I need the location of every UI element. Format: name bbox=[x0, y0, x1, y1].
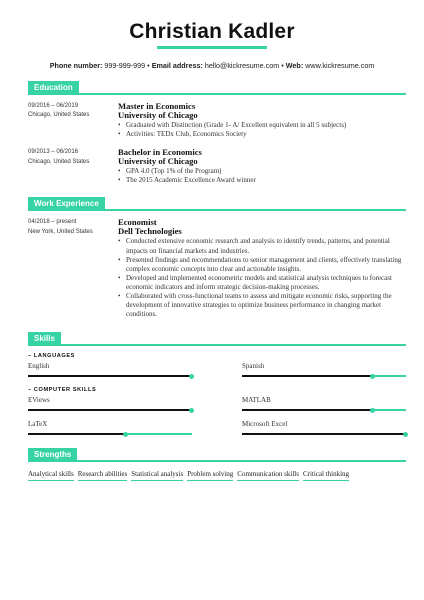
name-underline bbox=[157, 46, 267, 49]
email-label: Email address: bbox=[151, 61, 203, 70]
skill-item bbox=[242, 362, 406, 377]
skill-bar-remainder bbox=[373, 409, 406, 411]
skill-level-bar bbox=[28, 433, 192, 435]
experience-section bbox=[28, 197, 406, 319]
skill-item bbox=[28, 362, 192, 377]
section-header bbox=[28, 448, 406, 462]
skill-bar-remainder bbox=[373, 375, 406, 377]
entry-meta bbox=[28, 218, 118, 319]
bullet-item: • Developed and implemented econometric models and statistical analysis techniques to forecast economic indicators and inform strategic decision-making processes. bbox=[118, 274, 406, 292]
strengths-section bbox=[28, 448, 406, 487]
entry-dates: 09/2013 – 06/2016 bbox=[28, 149, 79, 156]
skill-row bbox=[28, 362, 406, 377]
strength-tag: Research abilities bbox=[78, 470, 128, 481]
skill-level-dot bbox=[123, 432, 128, 437]
skill-item bbox=[242, 396, 406, 411]
skill-level-dot bbox=[189, 408, 194, 413]
phone-value: 999-999-999 bbox=[104, 61, 146, 70]
contact-separator: • bbox=[281, 61, 284, 70]
web-value[interactable]: www.kickresume.com bbox=[305, 61, 375, 70]
entry-body bbox=[118, 148, 406, 185]
skill-row bbox=[28, 420, 406, 435]
strength-tag: Problem solving bbox=[187, 470, 233, 481]
section-rule bbox=[28, 344, 406, 346]
skill-name: Microsoft Excel bbox=[242, 420, 288, 429]
section-header bbox=[28, 197, 406, 211]
section-rule bbox=[28, 93, 406, 95]
skill-level-dot bbox=[370, 374, 375, 379]
email-value[interactable]: hello@kickresume.com bbox=[204, 61, 280, 70]
section-title: Education bbox=[28, 81, 79, 94]
entry-location: Chicago, United States bbox=[28, 158, 90, 165]
section-title: Skills bbox=[28, 332, 61, 345]
bullet-list bbox=[118, 237, 406, 319]
strength-tag: Communication skills bbox=[237, 470, 299, 481]
resume-header bbox=[0, 0, 424, 70]
entry-body bbox=[118, 102, 406, 139]
degree-title: Master in Economics bbox=[118, 101, 196, 111]
school-name: University of Chicago bbox=[118, 110, 198, 121]
strength-tag: Statistical analysis bbox=[131, 470, 183, 481]
experience-entry bbox=[28, 218, 406, 319]
skill-level-bar bbox=[242, 375, 406, 377]
entry-meta bbox=[28, 148, 118, 185]
skill-bar-remainder bbox=[126, 433, 192, 435]
contact-line bbox=[0, 61, 424, 70]
skill-level-dot bbox=[370, 408, 375, 413]
bullet-list bbox=[118, 121, 406, 139]
bullet-item: • Presented findings and recommendations to senior management and clients, effectively translating complex economic concepts into clear and actionable insights. bbox=[118, 256, 406, 274]
entry-location: Chicago, United States bbox=[28, 112, 90, 119]
skill-group-label: – LANGUAGES bbox=[28, 353, 76, 360]
entry-location: New York, United States bbox=[28, 228, 93, 235]
bullet-item: • Graduated with Distinction (Grade 1- A/ Excellent equivalent in all 5 subjects) bbox=[118, 121, 406, 130]
section-header bbox=[28, 332, 406, 346]
entry-dates: 04/2018 – present bbox=[28, 219, 77, 226]
degree-title: Bachelor in Economics bbox=[118, 147, 202, 158]
entry-dates: 09/2016 – 06/2019 bbox=[28, 103, 79, 109]
contact-separator: • bbox=[147, 61, 150, 70]
candidate-name: Christian Kadler bbox=[129, 20, 295, 43]
web-label: Web: bbox=[285, 61, 304, 70]
skill-level-bar bbox=[242, 433, 406, 435]
section-rule bbox=[28, 460, 406, 462]
section-title: Strengths bbox=[28, 448, 77, 461]
skill-name: MATLAB bbox=[242, 396, 271, 405]
bullet-item: • The 2015 Academic Excellence Award winner bbox=[118, 176, 406, 185]
phone-label: Phone number: bbox=[49, 61, 103, 70]
skills-section bbox=[28, 332, 406, 435]
bullet-list bbox=[118, 167, 406, 185]
skill-level-bar bbox=[28, 409, 192, 411]
strength-tags bbox=[28, 470, 406, 487]
bullet-item: • Collaborated with cross-functional teams to assess and mitigate economic risks, supporting the development of innovative strategies to optimize business performance in changing market conditions. bbox=[118, 292, 406, 319]
entry-meta bbox=[28, 102, 118, 139]
entry-body bbox=[118, 218, 406, 319]
education-entry bbox=[28, 102, 406, 139]
skill-row bbox=[28, 396, 406, 411]
bullet-item: • GPA 4.0 (Top 1% of the Program) bbox=[118, 167, 406, 176]
skill-level-dot bbox=[403, 432, 408, 437]
skill-group-label: – COMPUTER SKILLS bbox=[28, 387, 97, 394]
skill-level-dot bbox=[189, 374, 194, 379]
skill-level-bar bbox=[28, 375, 192, 377]
education-section bbox=[28, 81, 406, 185]
skill-name: LaTeX bbox=[28, 420, 48, 429]
role-title: Economist bbox=[118, 217, 157, 228]
strength-tag: Analytical skills bbox=[28, 470, 74, 481]
school-name: University of Chicago bbox=[118, 156, 198, 167]
skill-name: English bbox=[28, 362, 50, 371]
skill-item bbox=[28, 396, 192, 411]
strength-tag: Critical thinking bbox=[303, 470, 349, 481]
section-header bbox=[28, 81, 406, 95]
skill-item bbox=[28, 420, 192, 435]
company-name: Dell Technologies bbox=[118, 226, 182, 237]
education-entry bbox=[28, 148, 406, 185]
skill-level-bar bbox=[242, 409, 406, 411]
skill-name: EViews bbox=[28, 396, 50, 405]
skill-name: Spanish bbox=[242, 362, 265, 371]
skill-item bbox=[242, 420, 406, 435]
bullet-item: • Conducted extensive economic research and analysis to identify trends, patterns, and potential impacts on financial markets and industries. bbox=[118, 237, 406, 255]
bullet-item: • Activities: TEDx Club, Economics Society bbox=[118, 130, 406, 139]
section-title: Work Experience bbox=[28, 197, 105, 210]
